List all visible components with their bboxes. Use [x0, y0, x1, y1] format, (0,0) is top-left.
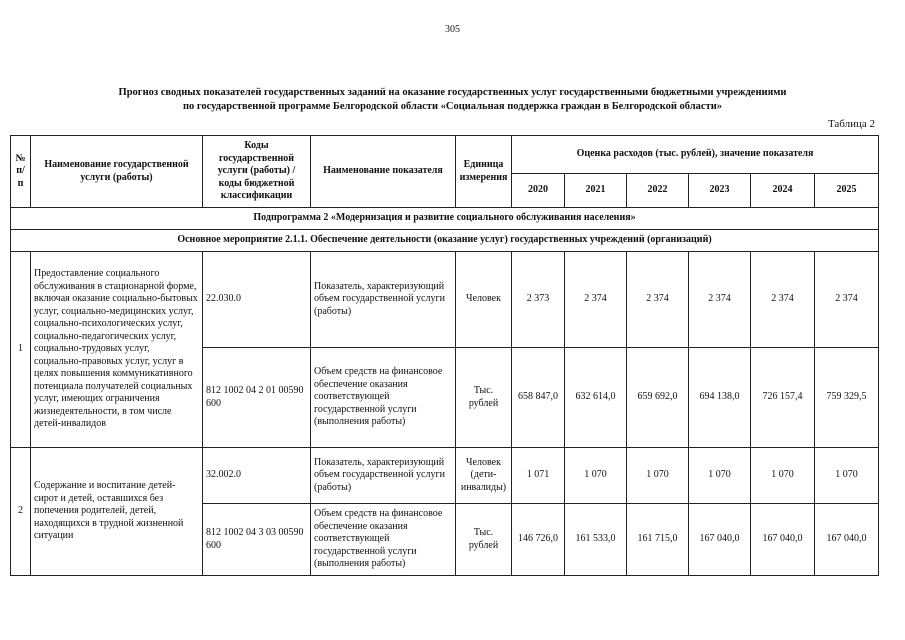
heading-line-1: Прогноз сводных показателей государственных заданий на оказание государственных услуг государственными бюджетными учреждениями	[118, 87, 787, 98]
unit: Тыс. рублей	[456, 348, 512, 448]
service-code: 32.002.0	[203, 448, 311, 504]
page-number: 305	[445, 24, 460, 35]
year-header: 2025	[815, 174, 879, 208]
year-header: 2024	[751, 174, 815, 208]
value-cell: 1 071	[512, 448, 565, 504]
row-number: 1	[11, 252, 31, 448]
document-heading	[40, 86, 865, 114]
value-cell: 659 692,0	[627, 348, 689, 448]
col-header-estimate: Оценка расходов (тыс. рублей), значение показателя	[512, 136, 879, 174]
value-cell: 167 040,0	[689, 504, 751, 576]
budget-code: 812 1002 04 2 01 00590 600	[203, 348, 311, 448]
service-name: Предоставление социального обслуживания в стационарной форме, включая оказание социально-бытовых услуг, социально-медицинских услуг, социально-психологических услуг, социально-педагогических услуг, социально-трудовых услуг, социально-правовых услуг, услуг в целях повышения коммуникативного потенциала получателей социальных услуг, имеющих ограничения жизнедеятельности, в том числе детей-инвалидов	[31, 252, 203, 448]
value-cell: 726 157,4	[751, 348, 815, 448]
value-cell: 161 715,0	[627, 504, 689, 576]
value-cell: 694 138,0	[689, 348, 751, 448]
value-cell: 2 373	[512, 252, 565, 348]
indicator-name: Показатель, характеризующий объем государственной услуги (работы)	[311, 448, 456, 504]
table-label: Таблица 2	[827, 118, 875, 130]
indicator-name: Объем средств на финансовое обеспечение оказания соответствующей государственной услуги (выполнения работы)	[311, 348, 456, 448]
unit: Человек	[456, 252, 512, 348]
col-header-unit: Единица измерения	[456, 136, 512, 208]
indicator-name: Объем средств на финансовое обеспечение оказания соответствующей государственной услуги (выполнения работы)	[311, 504, 456, 576]
col-header-num: № п/п	[11, 136, 31, 208]
value-cell: 2 374	[815, 252, 879, 348]
value-cell: 1 070	[689, 448, 751, 504]
main-event-row: Основное мероприятие 2.1.1. Обеспечение деятельности (оказание услуг) государственных учреждений (организаций)	[11, 230, 879, 252]
unit: Человек (дети-инвалиды)	[456, 448, 512, 504]
heading-line-2: по государственной программе Белгородской области «Социальная поддержка граждан в Белгородской области»	[182, 101, 723, 112]
year-header: 2023	[689, 174, 751, 208]
value-cell: 167 040,0	[815, 504, 879, 576]
unit: Тыс. рублей	[456, 504, 512, 576]
service-code: 22.030.0	[203, 252, 311, 348]
value-cell: 2 374	[627, 252, 689, 348]
subprogram-row: Подпрограмма 2 «Модернизация и развитие социального обслуживания населения»	[11, 208, 879, 230]
year-header: 2021	[565, 174, 627, 208]
col-header-indicator: Наименование показателя	[311, 136, 456, 208]
budget-code: 812 1002 04 3 03 00590 600	[203, 504, 311, 576]
value-cell: 1 070	[627, 448, 689, 504]
row-number: 2	[11, 448, 31, 576]
value-cell: 161 533,0	[565, 504, 627, 576]
value-cell: 146 726,0	[512, 504, 565, 576]
value-cell: 2 374	[565, 252, 627, 348]
value-cell: 759 329,5	[815, 348, 879, 448]
indicators-table	[10, 135, 879, 576]
year-header: 2020	[512, 174, 565, 208]
value-cell: 1 070	[565, 448, 627, 504]
value-cell: 167 040,0	[751, 504, 815, 576]
value-cell: 2 374	[689, 252, 751, 348]
value-cell: 1 070	[815, 448, 879, 504]
value-cell: 658 847,0	[512, 348, 565, 448]
col-header-codes: Коды государственной услуги (работы) / коды бюджетной классификации	[203, 136, 311, 208]
year-header: 2022	[627, 174, 689, 208]
value-cell: 632 614,0	[565, 348, 627, 448]
value-cell: 1 070	[751, 448, 815, 504]
value-cell: 2 374	[751, 252, 815, 348]
col-header-service: Наименование государственной услуги (работы)	[31, 136, 203, 208]
indicator-name: Показатель, характеризующий объем государственной услуги (работы)	[311, 252, 456, 348]
service-name: Содержание и воспитание детей-сирот и детей, оставшихся без попечения родителей, детей, находящихся в трудной жизненной ситуации	[31, 448, 203, 576]
